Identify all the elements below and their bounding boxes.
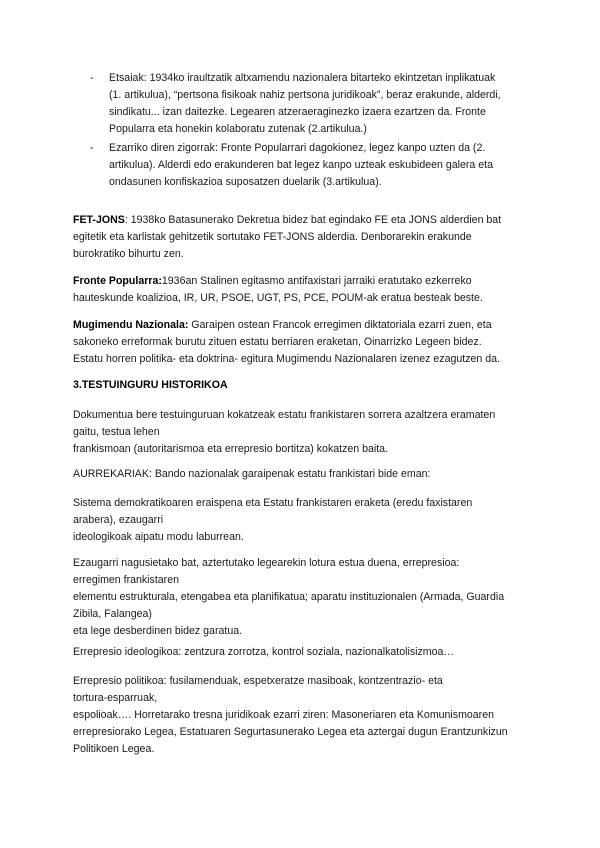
term-label: Fronte Popularra:	[73, 275, 162, 287]
paragraph: Ezaugarri nagusietako bat, aztertutako legearekin lotura estua duena, errepresioa: erregimen frankistaren elementu estrukturala, etengabea eta planifikatua; aparatu instituzionalen (Armada, Guardia Zibila, Falangea) eta lege desberdinen bidez garatua.	[73, 557, 505, 637]
bullet-text: Ezarriko diren zigorrak: Fronte Popularrari dagokionez, legez kanpo uzten da (2. artikulua). Alderdi edo erakunderen bat legez kanpo uzteak eskubideen galera eta ondasunen konfiskazioa suposatzen duelarik (3.artikulua).	[109, 142, 493, 188]
paragraph: Errepresio politikoa: fusilamenduak, espetxeratze masiboak, kontzentrazio- eta tortura-esparruak, espolioak…. Horretarako tresna juridikoak ezarri ziren: Masoneriaren eta Komunismoaren errepresiorako Legea, Estatuaren Segurtasunerako Legea eta aztergai dugun Erantzunkizun Politikoen Legea.	[73, 675, 508, 755]
term-definition-mugimendu-nazionala: Mugimendu Nazionala: Garaipen ostean Francok erregimen diktatoriala ezarri zuen, eta sakoneko erreformak burutu zituen estatu berriaren eraketan, Oinarrizko Legeen bidez. Estatu horren politika- eta doktrina- egitura Mugimendu Nazionalaren izenez ezagutzen da.	[73, 319, 500, 365]
bullet-dash: -	[90, 72, 94, 84]
paragraph: AURREKARIAK: Bando nazionalak garaipenak estatu frankistari bide eman:	[73, 468, 431, 480]
paragraph: Sistema demokratikoaren eraispena eta Estatu frankistaren eraketa (eredu faxistaren arabera), ezaugarri ideologikoak aipatu modu laburrean.	[73, 497, 473, 543]
paragraph: Dokumentua bere testuinguruan kokatzeak estatu frankistaren sorrera azaltzera eramaten gaitu, testua lehen frankismoan (autoritarismoa eta errepresio bortitza) kokatzen baita.	[73, 409, 496, 455]
term-definition-fet-jons: FET-JONS: 1938ko Batasunerako Dekretua bidez bat egindako FE eta JONS alderdien bat egitetik eta karlistak gehitzetik sortutako FET-JONS alderdia. Denborarekin erakunde burokratiko bihurtu zen.	[73, 214, 502, 260]
bullet-dash: -	[90, 142, 94, 154]
bullet-text: Etsaiak: 1934ko iraultzatik altxamendu nazionalera bitarteko ekintzetan inplikatuak (1. artikulua), “pertsona fisikoak nahiz pertsona juridikoak”, beraz erakunde, alderdi, sindikatu... izan daitezke. Legearen atzeraeraginezko izaera ezartzen da. Fronte Popularra eta honekin kolaboratu zutenak (2.artikulua.)	[109, 72, 501, 135]
bullet-item	[90, 70, 530, 138]
term-definition-fronte-popularra: Fronte Popularra:1936an Stalinen egitasmo antifaxistari jarraiki eratutako ezkerreko hauteskunde koalizioa, IR, UR, PSOE, UGT, PS, PCE, POUM-ak eratua besteak beste.	[73, 275, 483, 304]
section-heading: 3.TESTUINGURU HISTORIKOA	[73, 379, 228, 391]
paragraph: Errepresio ideologikoa: zentzura zorrotza, kontrol soziala, nazionalkatolisizmoa…	[73, 646, 454, 658]
term-label: Mugimendu Nazionala:	[73, 319, 189, 331]
bullet-item	[90, 140, 530, 191]
term-label: FET-JONS	[73, 214, 125, 226]
